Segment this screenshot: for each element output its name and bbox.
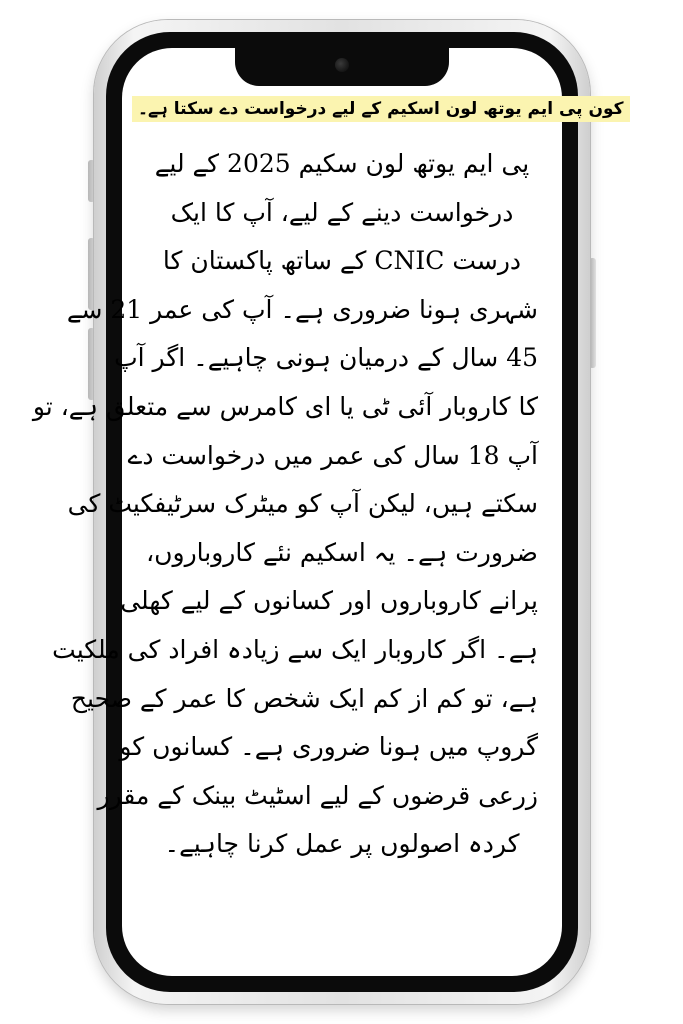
article-body — [32, 140, 538, 869]
article-line: زرعی قرضوں کے لیے اسٹیٹ بینک کے مقرر — [97, 780, 538, 810]
headline-container — [132, 96, 624, 122]
headline: کون پی ایم یوتھ لون اسکیم کے لیے درخواست دے سکتا ہے۔ — [132, 96, 630, 122]
phone-mockup — [32, 20, 624, 1004]
phone-screen — [32, 48, 624, 976]
article-line: ہے۔ اگر کاروبار ایک سے زیادہ افراد کی ملکیت — [52, 634, 538, 664]
phone-bezel — [32, 32, 624, 992]
article-line: کا کاروبار آئی ٹی یا ای کامرس سے متعلق ہے، تو — [32, 391, 538, 421]
camera-icon — [335, 58, 349, 72]
phone-notch — [235, 48, 449, 86]
article-line: ہے، تو کم از کم ایک شخص کا عمر کے صحیح — [70, 683, 538, 713]
article-line: ضرورت ہے۔ یہ اسکیم نئے کاروباروں، — [146, 537, 538, 567]
article-line: درست CNIC کے ساتھ پاکستان کا — [162, 246, 522, 276]
article-line: 45 سال کے درمیان ہونی چاہیے۔ اگر آپ — [114, 343, 538, 373]
article-line: آپ 18 سال کی عمر میں درخواست دے — [127, 440, 538, 470]
article-line: پی ایم یوتھ لون سکیم 2025 کے لیے — [154, 149, 530, 178]
article-line: گروپ میں ہونا ضروری ہے۔ کسانوں کو — [119, 732, 538, 762]
article-line: کردہ اصولوں پر عمل کرنا چاہیے۔ — [164, 829, 520, 859]
article-line: پرانے کاروباروں اور کسانوں کے لیے کھلی — [120, 586, 538, 616]
article-line: شہری ہونا ضروری ہے۔ آپ کی عمر 21 سے — [66, 294, 538, 324]
article-line: درخواست دینے کے لیے، آپ کا ایک — [170, 197, 514, 227]
power-button — [589, 258, 596, 368]
article-line: سکتے ہیں، لیکن آپ کو میٹرک سرٹیفکیٹ کی — [67, 489, 538, 519]
